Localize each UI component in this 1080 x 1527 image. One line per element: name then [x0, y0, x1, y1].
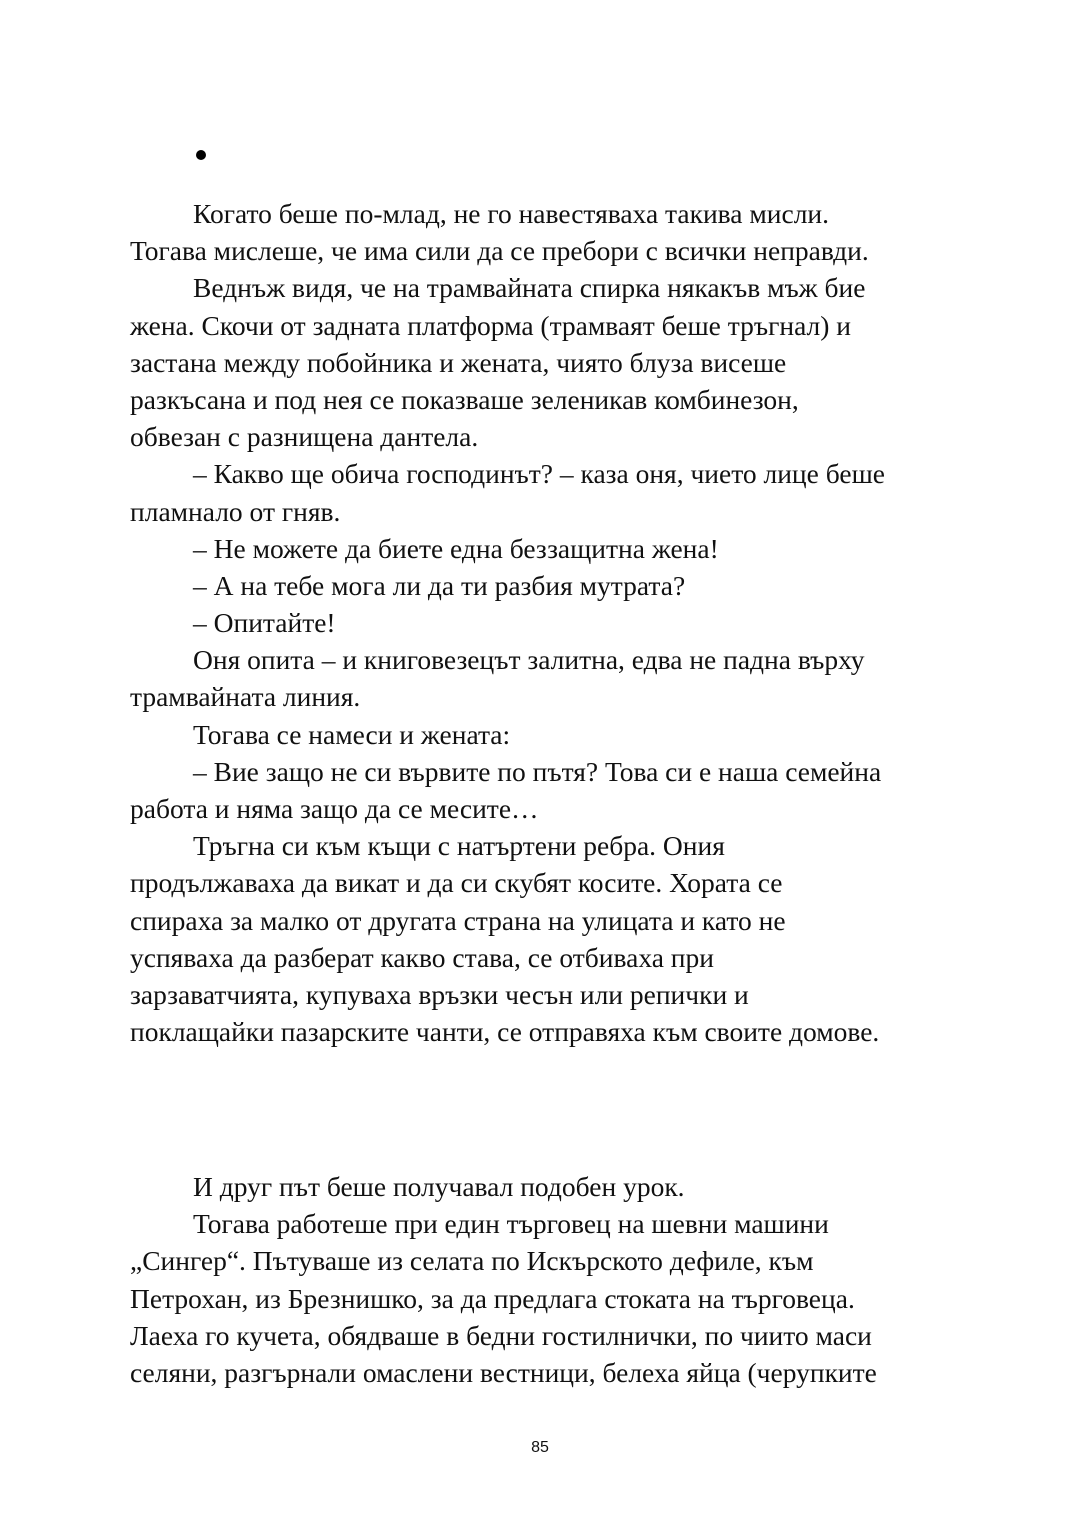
page-number: 85 — [531, 1439, 549, 1456]
text-line: – Вие защо не си вървите по пътя? Това си е наша семейна — [193, 755, 882, 787]
text-line: – Опитайте! — [193, 607, 336, 639]
text-line: Тогава мислеше, че има сили да се пребори с всички неправди. — [130, 235, 869, 267]
text-line: Тогава работеше при един търговец на шевни машини — [193, 1208, 829, 1240]
text-line: Тогава се намеси и жената: — [193, 718, 511, 750]
text-line: пламнало от гняв. — [130, 495, 341, 527]
text-line: Веднъж видя, че на трамвайната спирка някакъв мъж бие — [193, 272, 866, 304]
text-line: Лаеха го кучета, обядваше в бедни гостилнички, по чиито маси — [130, 1319, 872, 1351]
text-block-1 — [130, 195, 960, 1050]
text-line: застана между побойника и жената, чиято блуза висеше — [130, 346, 787, 378]
text-line: Петрохан, из Брезнишко, за да предлага стоката на търговеца. — [130, 1282, 855, 1314]
text-line: – Не можете да биете една беззащитна жена! — [193, 532, 719, 564]
text-line: трамвайната линия. — [130, 681, 361, 713]
text-line: И друг път беше получавал подобен урок. — [193, 1171, 685, 1202]
text-line: – Какво ще обича господинът? – каза оня, чието лице беше — [193, 458, 885, 490]
text-line: Тръгна си към къщи с натъртени ребра. Ония — [193, 830, 725, 862]
text-line: селяни, разгърнали омаслени вестници, белеха яйца (черупките — [130, 1356, 877, 1388]
text-line: поклащайки пазарските чанти, се отправяха към своите домове. — [130, 1016, 880, 1048]
text-line: продължаваха да викат и да си скубят косите. Хората се — [130, 867, 783, 899]
text-line: успяваха да разберат какво става, се отбиваха при — [130, 941, 714, 973]
text-block-2 — [130, 1168, 960, 1391]
text-line: „Сингер“. Пътуваше из селата по Искърското дефиле, към — [130, 1245, 814, 1277]
section-bullet — [196, 150, 206, 160]
text-line: спираха за малко от другата страна на улицата и като не — [130, 904, 786, 936]
text-line: зарзаватчията, купуваха връзки чесън или репички и — [130, 978, 749, 1010]
text-line: Оня опита – и книговезецът залитна, едва не падна върху — [193, 644, 865, 676]
text-line: разкъсана и под нея се показваше зеленикав комбинезон, — [130, 383, 799, 415]
text-line: обвезан с разнищена дантела. — [130, 421, 479, 453]
text-line: работа и няма защо да се месите… — [130, 793, 539, 824]
text-line: жена. Скочи от задната платформа (трамваят беше тръгнал) и — [130, 309, 851, 341]
text-line: Когато беше по-млад, не го навестяваха такива мисли. — [193, 198, 830, 229]
text-line: – А на тебе мога ли да ти разбия мутрата? — [193, 569, 686, 601]
